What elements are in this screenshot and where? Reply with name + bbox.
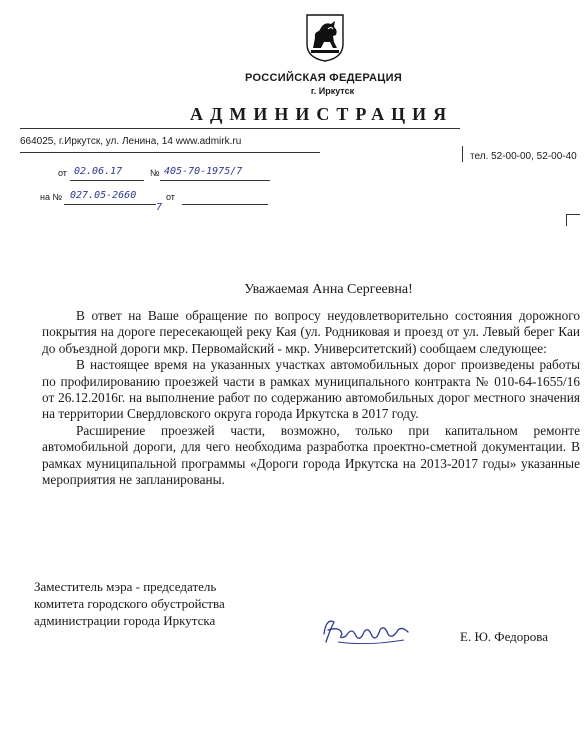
date-label: от	[58, 168, 67, 178]
signer-title	[34, 578, 274, 629]
signer-title-line: комитета городского обустройства	[34, 596, 225, 611]
irkutsk-coat-of-arms-icon	[306, 14, 344, 62]
reply-number-line	[64, 204, 156, 205]
letterhead-country: РОССИЙСКАЯ ФЕДЕРАЦИЯ	[244, 72, 403, 84]
letter-paragraph-3: Расширение проезжей части, возможно, только при капитальном ремонте автомобильной дороги, для чего необходима разработка проектно-сметной документации. В рамках муниципальной программы «Дороги города Иркутска на 2013-2017 годы» указанные мероприятия не запланированы.	[42, 422, 580, 488]
letterhead-phone: тел. 52-00-00, 52-00-40	[470, 151, 577, 162]
reply-label: на №	[40, 192, 63, 202]
signer-name: Е. Ю. Федорова	[460, 629, 549, 644]
reply-date-line	[182, 204, 268, 205]
reply-number-fraction: 7	[156, 202, 163, 213]
address-underline	[20, 152, 320, 153]
signer-title-line: Заместитель мэра - председатель	[34, 579, 217, 594]
outgoing-number-line	[160, 180, 270, 181]
letterhead-organization: АДМИНИСТРАЦИЯ	[190, 104, 454, 124]
reply-date-label: от	[166, 192, 175, 202]
phone-bracket	[462, 146, 463, 162]
letter-body	[42, 308, 580, 488]
letterhead-city: г. Иркутск	[310, 86, 355, 96]
letter-greeting: Уважаемая Анна Сергеевна!	[244, 282, 413, 297]
address-corner-mark-vertical	[566, 214, 567, 226]
outgoing-date: 02.06.17	[74, 166, 123, 177]
letterhead-address: 664025, г.Иркутск, ул. Ленина, 14 www.admirk.ru	[20, 136, 242, 147]
letterhead-divider	[20, 128, 460, 129]
letter-paragraph-1: В ответ на Ваше обращение по вопросу неудовлетворительно состояния дорожного покрытия на дороге пересекающей реку Кая (ул. Родниковая и проезд от ул. Левый берег Каи до объездной дороги мкр. Первомайский - мкр. Университетский) сообщаем следующее:	[42, 308, 580, 356]
address-corner-mark	[566, 214, 580, 215]
number-label: №	[150, 168, 160, 178]
outgoing-date-line	[70, 180, 144, 181]
handwritten-signature	[318, 612, 414, 650]
letter-paragraph-2: В настоящее время на указанных участках автомобильных дорог произведены работы по профилированию проезжей части в рамках муниципального контракта № 010-64-1655/16 от 26.12.2016г. на выполнение работ по содержанию автомобильных дорог местного значения на территории Свердловского округа города Иркутска в 2017 году.	[42, 357, 580, 422]
signer-title-line: администрации города Иркутска	[34, 613, 216, 628]
outgoing-number: 405-70-1975/7	[164, 166, 243, 177]
reply-number: 027.05-2660	[70, 190, 137, 201]
